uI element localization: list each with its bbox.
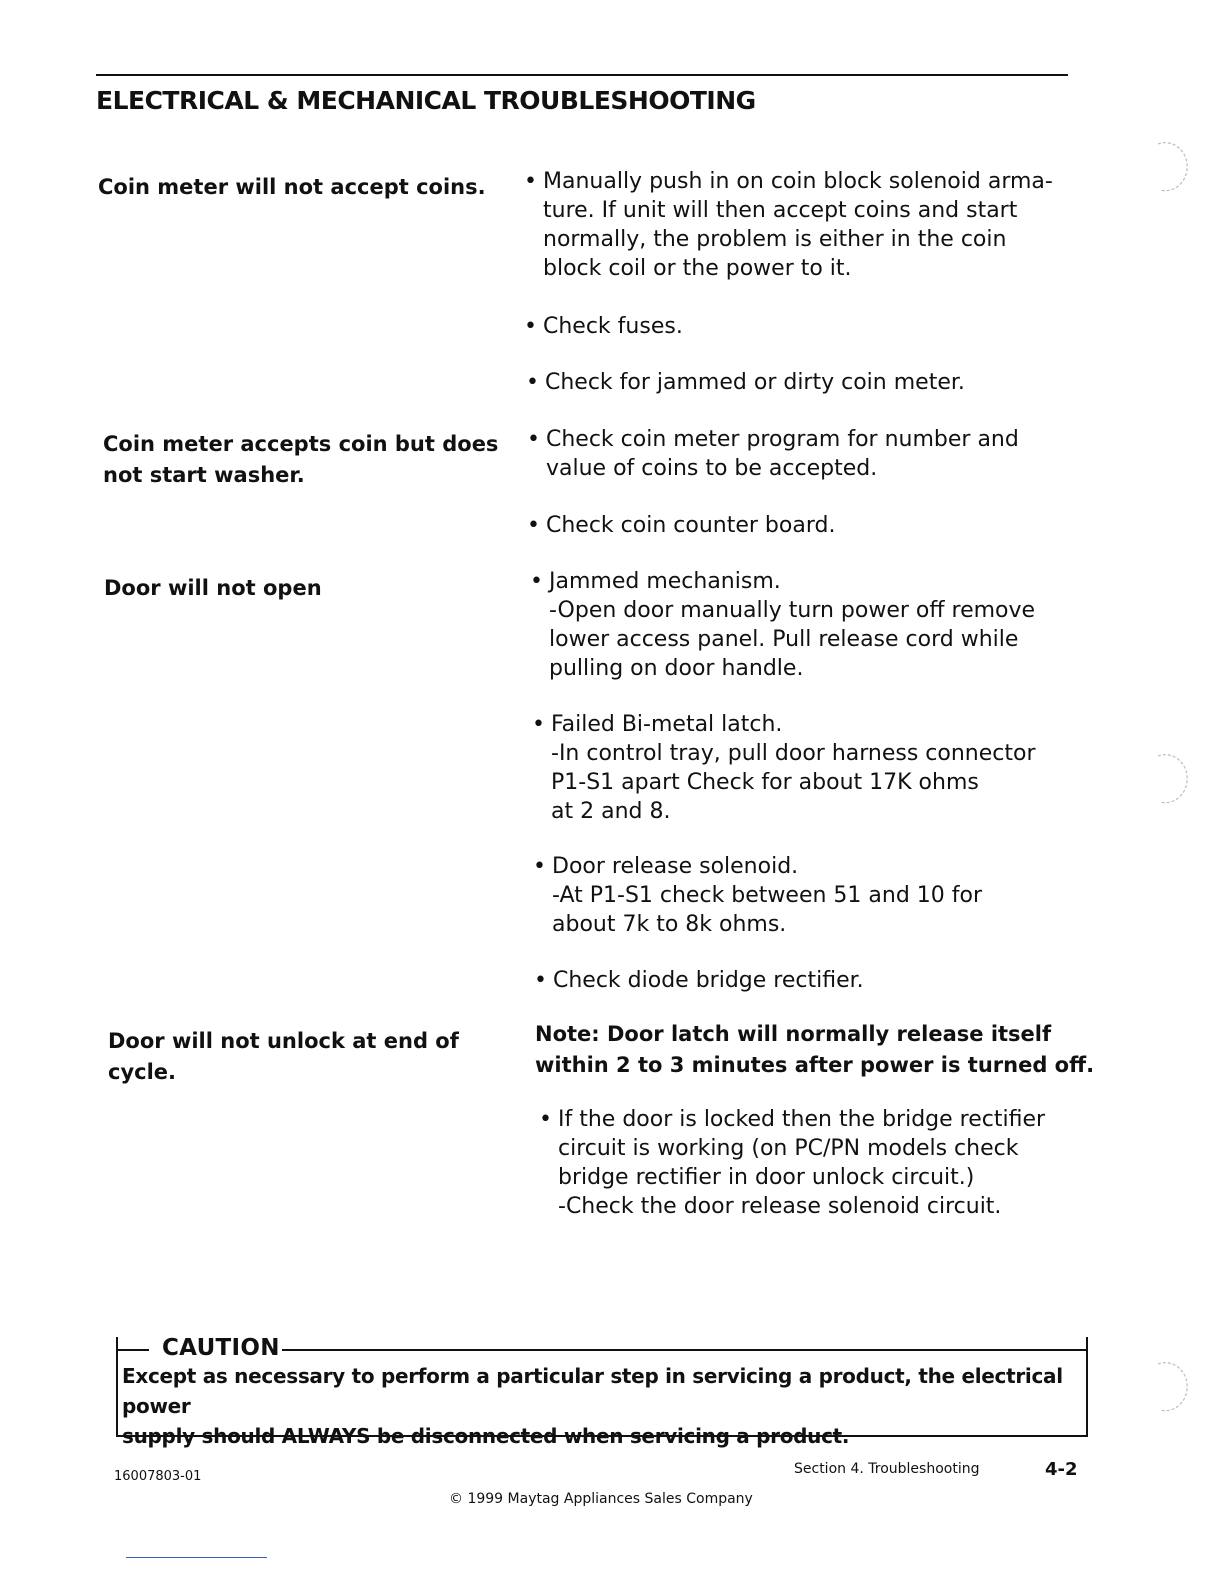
- bullet-icon: •: [524, 169, 537, 194]
- check-text: Check fuses.: [543, 314, 683, 339]
- note-text: Note: Door latch will normally release itself within 2 to 3 minutes after power is turned off.: [535, 1022, 1095, 1077]
- check-text: Jammed mechanism. -Open door manually turn power off remove lower access panel. Pull release cord while pulling on door handle.: [549, 569, 1036, 681]
- punch-hole-icon: [1140, 140, 1190, 195]
- check-item: [527, 425, 1067, 483]
- caution-rule-right: [282, 1349, 1086, 1351]
- check-item: [533, 852, 1073, 939]
- check-text: Check for jammed or dirty coin meter.: [545, 370, 965, 395]
- check-text: Check coin meter program for number and value of coins to be accepted.: [546, 427, 1019, 481]
- bullet-icon: •: [524, 314, 537, 339]
- check-item: [532, 710, 1072, 826]
- check-item: [534, 966, 1074, 995]
- check-text: Check diode bridge rectifier.: [553, 968, 864, 993]
- caution-label: CAUTION: [162, 1335, 280, 1361]
- problem-label-door-not-unlock: Door will not unlock at end of cycle.: [108, 1029, 459, 1084]
- check-item: [524, 312, 1064, 341]
- bullet-icon: •: [527, 427, 540, 452]
- check-item: [526, 368, 1066, 397]
- copyright: © 1999 Maytag Appliances Sales Company: [449, 1491, 753, 1507]
- check-text: Failed Bi-metal latch. -In control tray, pull door harness connector P1-S1 apart Check for about 17K ohms at 2 and 8.: [551, 712, 1036, 824]
- top-rule: [96, 74, 1068, 76]
- bottom-rule: [126, 1557, 267, 1558]
- punch-hole-icon: [1140, 1360, 1190, 1415]
- bullet-icon: •: [526, 370, 539, 395]
- bullet-icon: •: [539, 1107, 552, 1132]
- punch-hole-icon: [1140, 752, 1190, 807]
- bullet-icon: •: [527, 513, 540, 538]
- page-title: ELECTRICAL & MECHANICAL TROUBLESHOOTING: [96, 86, 756, 115]
- check-item: [524, 167, 1064, 283]
- bullet-icon: •: [533, 854, 546, 879]
- bullet-icon: •: [530, 569, 543, 594]
- section-label: Section 4. Troubleshooting: [794, 1461, 980, 1477]
- check-text: Manually push in on coin block solenoid arma- ture. If unit will then accept coins and start normally, the problem is either in the coin block coil or the power to it.: [543, 169, 1053, 281]
- check-text: Door release solenoid. -At P1-S1 check between 51 and 10 for about 7k to 8k ohms.: [552, 854, 983, 937]
- check-item: [530, 567, 1070, 683]
- check-text: If the door is locked then the bridge rectifier circuit is working (on PC/PN models check bridge rectifier in door unlock circuit.) -Check the door release solenoid circuit.: [558, 1107, 1046, 1219]
- document-number: 16007803-01: [114, 1469, 202, 1484]
- check-item: [527, 511, 1067, 540]
- bullet-icon: •: [534, 968, 547, 993]
- problem-label-coin-not-starting: Coin meter accepts coin but does not start washer.: [103, 432, 499, 487]
- check-item: [539, 1105, 1079, 1221]
- problem-label-door-not-open: Door will not open: [104, 576, 322, 600]
- check-text: Check coin counter board.: [546, 513, 836, 538]
- problem-label-coin-not-accepted: Coin meter will not accept coins.: [98, 175, 486, 199]
- caution-text: Except as necessary to perform a particular step in servicing a product, the electrical power supply should ALWAYS be disconnected when servicing a product.: [122, 1364, 1063, 1448]
- bullet-icon: •: [532, 712, 545, 737]
- caution-rule-left: [116, 1349, 149, 1351]
- page-number: 4-2: [1045, 1459, 1078, 1480]
